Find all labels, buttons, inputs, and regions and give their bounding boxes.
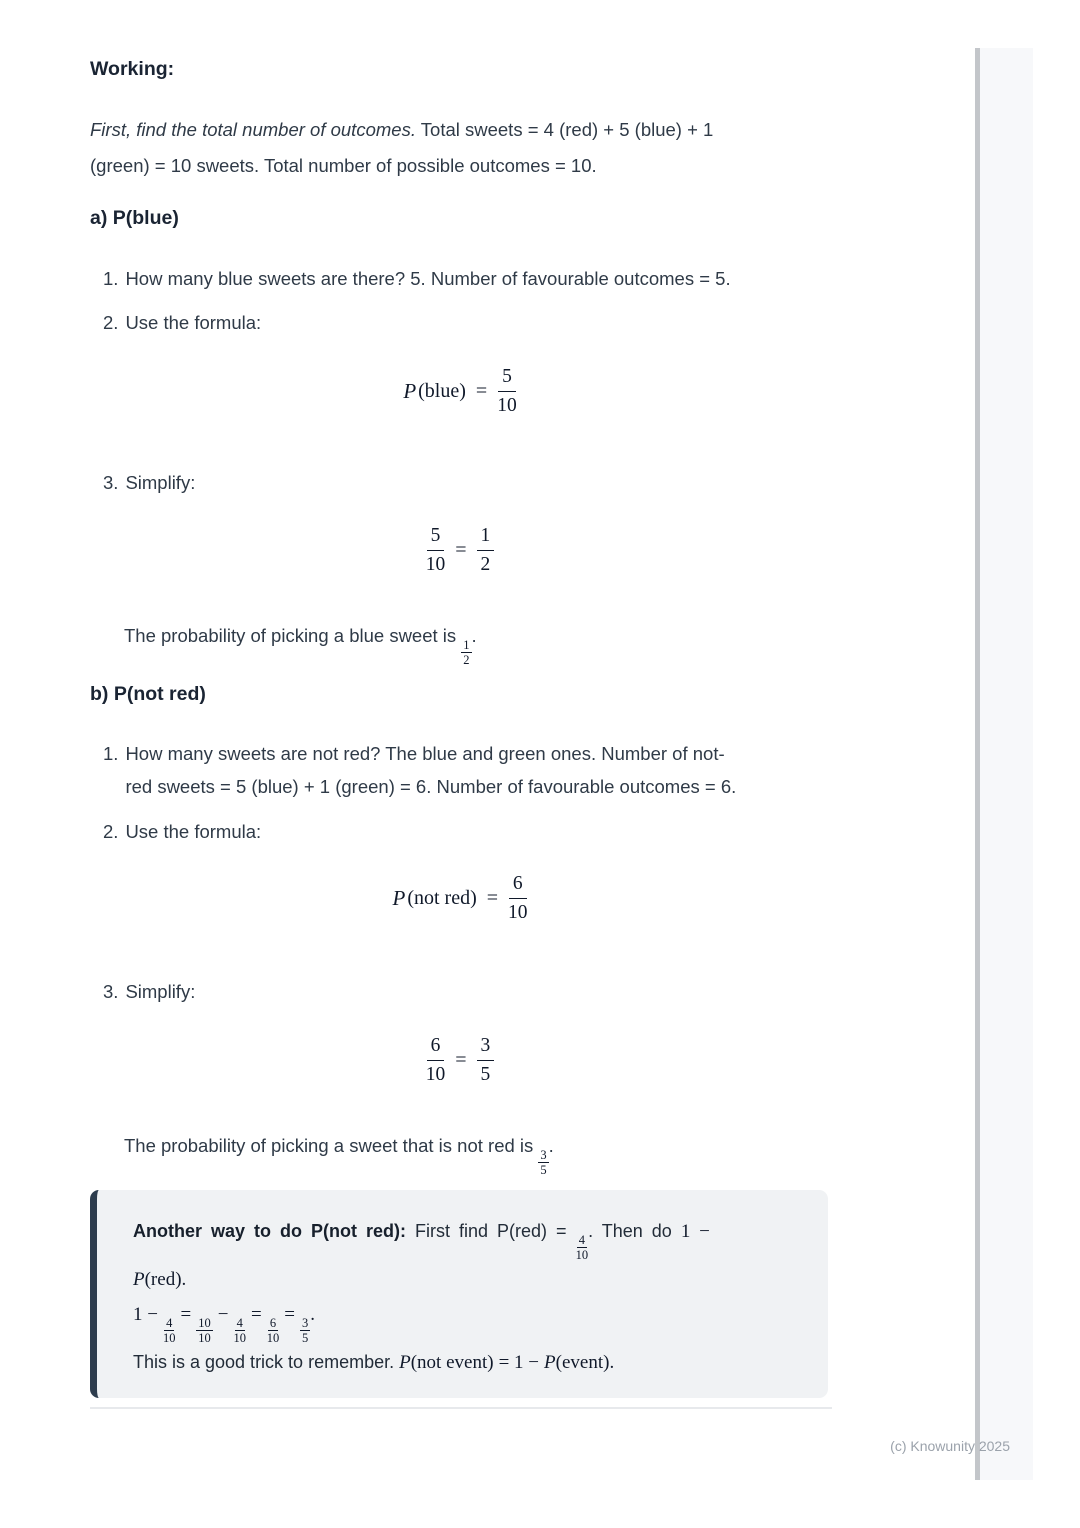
list-marker: 3. — [103, 472, 119, 493]
math-text: (red). — [144, 1269, 187, 1290]
denominator: 2 — [463, 653, 470, 667]
numerator: 3 — [477, 1034, 495, 1061]
equals-sign: = — [455, 1048, 467, 1071]
callout-text: First find P(red) = — [415, 1221, 567, 1241]
result-text: The probability of picking a sweet that is not red is — [124, 1135, 534, 1156]
denominator: 10 — [575, 1248, 589, 1262]
math-argument: (blue) — [418, 379, 466, 402]
numerator: 5 — [498, 365, 516, 392]
callout-line-4 — [133, 1345, 792, 1380]
inline-fraction — [196, 1316, 213, 1345]
inline-fraction — [163, 1316, 176, 1345]
period: . — [310, 1304, 315, 1325]
denominator: 10 — [425, 553, 446, 575]
callout-text: This is a good trick to remember. — [133, 1352, 395, 1372]
fraction — [497, 365, 517, 418]
minus-sign: − — [217, 1304, 229, 1325]
list-item-text: Use the formula: — [125, 821, 262, 842]
denominator: 5 — [301, 1331, 309, 1345]
inline-fraction — [300, 1316, 310, 1345]
equals-sign: = — [251, 1304, 262, 1325]
callout-line-1 — [133, 1214, 792, 1262]
section-b-heading: b) P(not red) — [90, 683, 206, 705]
scrollbar-thumb[interactable] — [975, 48, 980, 1480]
equals-sign: = — [455, 538, 467, 561]
numerator: 3 — [301, 1316, 309, 1330]
list-item-text: How many sweets are not red? The blue and green ones. Number of not- red sweets = 5 (blue) + 1 (green) = 6. Number of favourable outcomes = 6. — [125, 743, 737, 797]
horizontal-divider — [90, 1407, 832, 1409]
fraction — [508, 872, 528, 925]
result-text: The probability of picking a blue sweet is — [124, 625, 457, 646]
list-marker: 1. — [103, 268, 119, 289]
equals-sign: = — [475, 379, 488, 402]
math-p-symbol: P — [403, 378, 417, 403]
math-text: (not event) — [410, 1352, 494, 1373]
denominator: 10 — [162, 1331, 176, 1345]
numerator: 4 — [166, 1316, 173, 1330]
math-p-symbol: P — [133, 1269, 145, 1290]
list-marker: 1. — [103, 743, 119, 764]
list-item-a1 — [103, 262, 818, 295]
numerator: 6 — [269, 1316, 277, 1330]
math-p-symbol: P — [399, 1352, 411, 1373]
denominator: 10 — [497, 394, 517, 416]
denominator: 10 — [425, 1063, 446, 1085]
period: . — [471, 625, 477, 646]
equals-sign: = — [284, 1304, 295, 1325]
denominator: 5 — [540, 1163, 547, 1177]
inline-fraction — [576, 1233, 589, 1262]
result-sentence-a — [124, 621, 824, 667]
inline-fraction — [233, 1316, 246, 1345]
list-marker: 3. — [103, 981, 119, 1002]
numerator: 5 — [427, 524, 445, 551]
denominator: 10 — [198, 1331, 211, 1345]
side-panel — [980, 48, 1033, 1480]
math-argument: (not red) — [407, 886, 477, 909]
callout-line-2 — [133, 1262, 792, 1297]
simplify-equation-a — [90, 524, 830, 577]
math-text: (event). — [555, 1352, 615, 1373]
period: . — [548, 1135, 554, 1156]
numerator: 4 — [578, 1233, 585, 1247]
denominator: 5 — [480, 1063, 491, 1085]
math-text: = 1 − — [498, 1352, 540, 1373]
callout-lead-bold: Another way to do P(not red): — [133, 1221, 406, 1241]
denominator: 10 — [508, 901, 528, 923]
list-item-b3 — [103, 975, 818, 1008]
list-marker: 2. — [103, 312, 119, 333]
math-text: 1 − — [680, 1221, 710, 1242]
math-p-symbol: P — [544, 1352, 556, 1373]
list-item-text: Use the formula: — [125, 312, 262, 333]
list-item-text: Simplify: — [125, 472, 196, 493]
numerator: 1 — [463, 638, 470, 652]
intro-paragraph — [90, 112, 830, 184]
numerator: 10 — [198, 1316, 211, 1330]
numerator: 3 — [540, 1148, 547, 1162]
list-item-text: How many blue sweets are there? 5. Number of favourable outcomes = 5. — [125, 268, 731, 289]
fraction — [477, 1034, 495, 1087]
list-item-a2 — [103, 306, 818, 339]
callout-text: . Then do — [588, 1221, 672, 1241]
math-p-symbol: P — [392, 885, 406, 910]
result-sentence-b — [124, 1131, 824, 1177]
list-item-a3 — [103, 466, 818, 499]
numerator: 4 — [236, 1316, 243, 1330]
inline-fraction — [267, 1316, 280, 1345]
list-item-text: Simplify: — [125, 981, 196, 1002]
list-item-b2 — [103, 815, 818, 848]
copyright-watermark: (c) Knowunity 2025 — [890, 1438, 1010, 1454]
numerator: 1 — [477, 524, 495, 551]
formula-p-not-red — [90, 872, 830, 925]
denominator: 2 — [480, 553, 491, 575]
math-text: 1 − — [133, 1304, 158, 1325]
numerator: 6 — [509, 872, 527, 899]
fraction — [426, 1034, 446, 1087]
intro-line2-text: (green) = 10 sweets. Total number of possible outcomes = 10. — [90, 155, 597, 176]
inline-fraction — [538, 1148, 548, 1177]
fraction — [426, 524, 446, 577]
working-heading: Working: — [90, 58, 175, 80]
denominator: 10 — [233, 1331, 246, 1345]
denominator: 10 — [266, 1331, 280, 1345]
intro-rest-text: Total sweets = 4 (red) + 5 (blue) + 1 — [420, 119, 714, 140]
equals-sign: = — [486, 886, 499, 909]
numerator: 6 — [427, 1034, 445, 1061]
simplify-equation-b — [90, 1034, 830, 1087]
section-a-heading: a) P(blue) — [90, 207, 179, 229]
list-marker: 2. — [103, 821, 119, 842]
formula-p-blue — [90, 365, 830, 418]
list-item-b1 — [103, 737, 818, 803]
document-page — [90, 0, 830, 1528]
tip-callout-box — [90, 1190, 828, 1398]
inline-fraction — [461, 638, 471, 667]
callout-line-3 — [133, 1297, 792, 1345]
fraction — [477, 524, 495, 577]
intro-italic-text: First, find the total number of outcomes. — [90, 119, 416, 140]
equals-sign: = — [180, 1304, 192, 1325]
